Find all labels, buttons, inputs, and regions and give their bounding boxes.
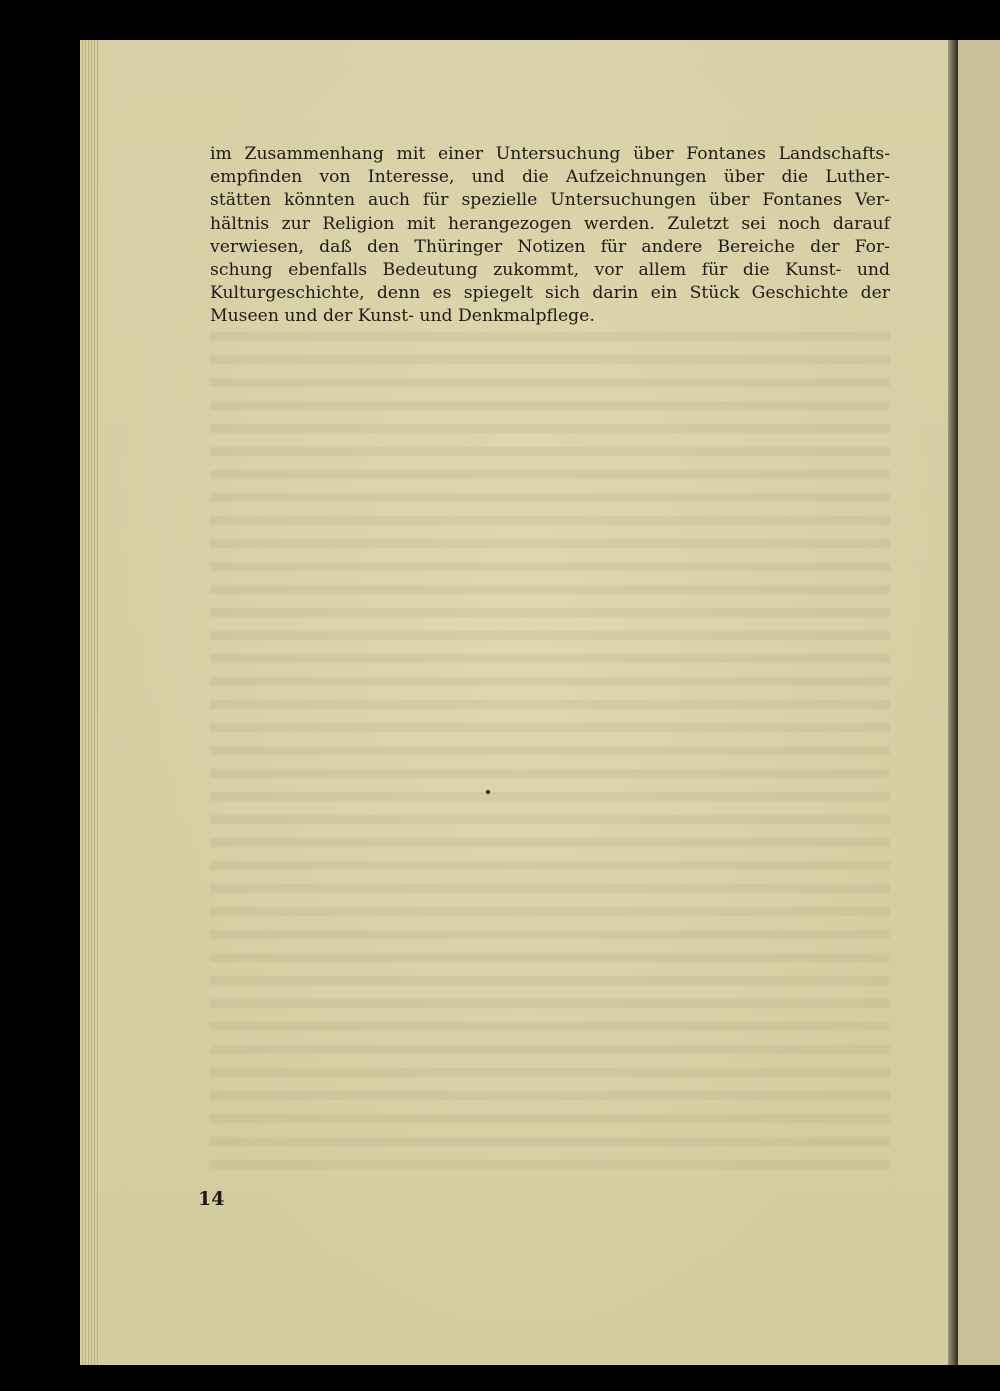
- text-line: hältnis zur Religion mit herangezogen werden. Zuletzt sei noch darauf: [210, 213, 890, 234]
- paper-speck: [486, 790, 490, 794]
- body-paragraph: [210, 143, 890, 329]
- text-line: stätten könnten auch für spezielle Untersuchungen über Fontanes Ver-: [210, 190, 890, 211]
- adjacent-page-edge: [958, 40, 1000, 1365]
- text-line: schung ebenfalls Bedeutung zukommt, vor allem für die Kunst- und: [210, 260, 890, 281]
- text-line: empfinden von Interesse, und die Aufzeichnungen über die Luther-: [210, 167, 890, 188]
- text-line: Kulturgeschichte, denn es spiegelt sich darin ein Stück Geschichte der: [210, 283, 890, 304]
- page-number: 14: [198, 1188, 225, 1210]
- show-through-shadow: [210, 318, 890, 1178]
- text-line: verwiesen, daß den Thüringer Notizen für andere Bereiche der For-: [210, 236, 890, 257]
- page-edges: [80, 40, 102, 1365]
- text-line: Museen und der Kunst- und Denkmalpflege.: [210, 306, 595, 327]
- book-gutter: [948, 40, 958, 1365]
- text-line: im Zusammenhang mit einer Untersuchung über Fontanes Landschafts-: [210, 144, 890, 164]
